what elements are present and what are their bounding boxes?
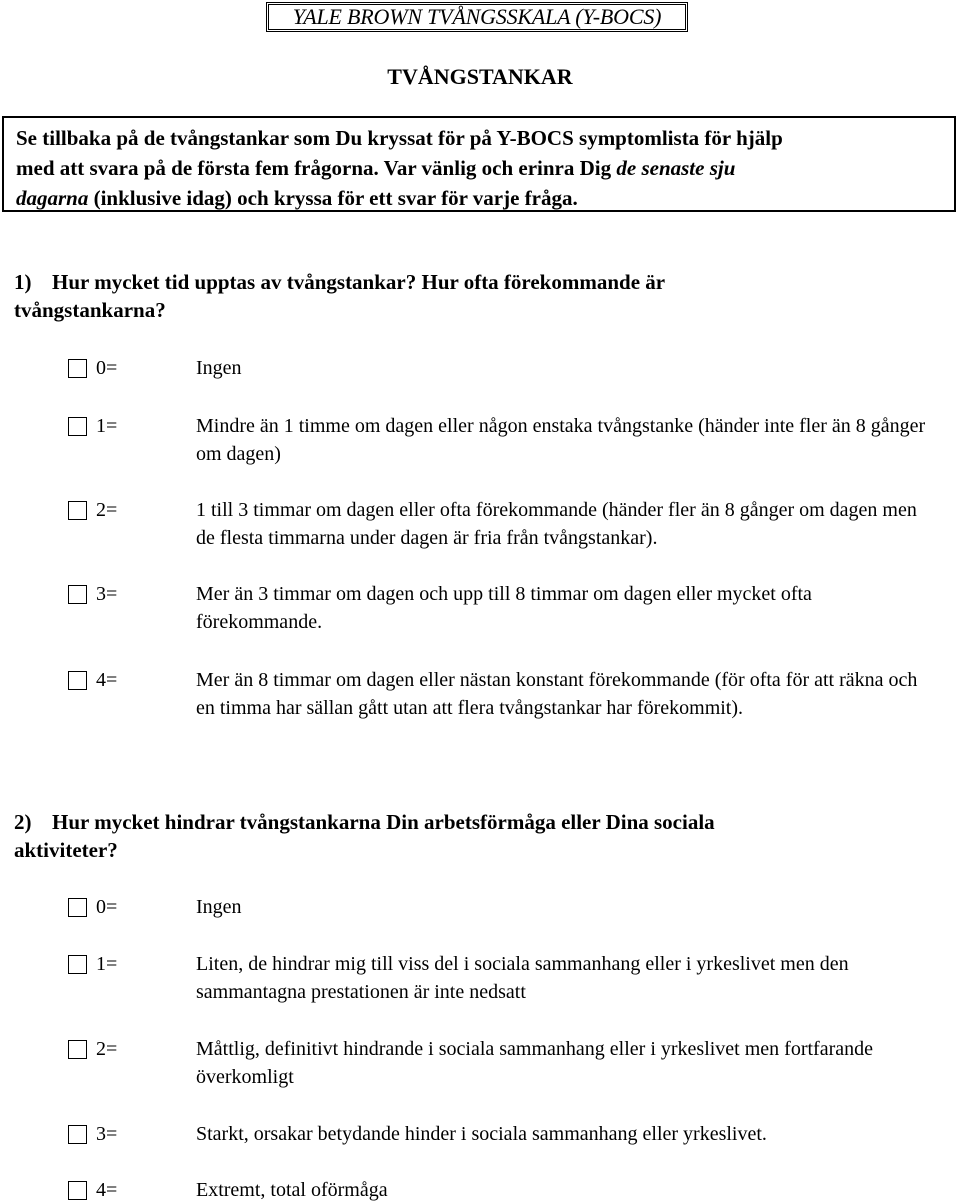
q1-option-1-text: Mindre än 1 timme om dagen eller någon enstaka tvångstanke (händer inte fler än 8 gånger om dagen) xyxy=(196,415,926,465)
form-title-text: YALE BROWN TVÅNGSSKALA (Y-BOCS) xyxy=(292,4,662,29)
question-1 xyxy=(14,268,944,324)
q2-option-4-text: Extremt, total oförmåga xyxy=(196,1179,388,1201)
instructions-line-2 xyxy=(16,153,942,183)
q2-option-0-checkbox[interactable] xyxy=(68,898,87,917)
question-2-text-b: aktiviteter? xyxy=(14,838,118,862)
q1-option-3-text: Mer än 3 timmar om dagen och upp till 8 timmar om dagen eller mycket ofta förekommande. xyxy=(196,583,812,633)
q1-option-0-code: 0= xyxy=(96,357,118,379)
q2-option-1-code: 1= xyxy=(96,953,118,975)
q2-option-1-text: Liten, de hindrar mig till viss del i sociala sammanhang eller i yrkeslivet men den sammantagna prestationen är inte nedsatt xyxy=(196,953,849,1003)
q2-option-3-code: 3= xyxy=(96,1123,118,1145)
q1-option-0-checkbox[interactable] xyxy=(68,359,87,378)
question-2 xyxy=(14,808,944,864)
question-2-text-a: Hur mycket hindrar tvångstankarna Din arbetsförmåga eller Dina sociala xyxy=(52,810,715,834)
question-2-number: 2) xyxy=(14,810,32,834)
question-1-text-a: Hur mycket tid upptas av tvångstankar? Hur ofta förekommande är xyxy=(52,270,666,294)
q2-option-2-code: 2= xyxy=(96,1038,118,1060)
q2-option-1-checkbox[interactable] xyxy=(68,955,87,974)
q2-option-2-text: Måttlig, definitivt hindrande i sociala sammanhang eller i yrkeslivet men fortfarande överkomligt xyxy=(196,1038,874,1088)
q1-option-4-code: 4= xyxy=(96,669,118,691)
instructions-line-2-emphasis: de senaste sju xyxy=(616,156,736,180)
instructions-line-1: Se tillbaka på de tvångstankar som Du kryssat för på Y-BOCS symptomlista för hjälp xyxy=(16,126,783,150)
q1-option-4-text: Mer än 8 timmar om dagen eller nästan konstant förekommande (för ofta för att räkna och en timma har sällan gått utan att flera tvångstankar har förekommit). xyxy=(196,669,918,719)
q2-option-4-checkbox[interactable] xyxy=(68,1181,87,1200)
q1-option-3-code: 3= xyxy=(96,583,118,605)
q1-option-0-text: Ingen xyxy=(196,357,242,379)
section-heading: TVÅNGSTANKAR xyxy=(387,64,573,89)
q1-option-4-checkbox[interactable] xyxy=(68,671,87,690)
form-title xyxy=(266,2,688,32)
q1-option-2-text: 1 till 3 timmar om dagen eller ofta förekommande (händer fler än 8 gånger om dagen men de flesta timmarna under dagen är fria från tvångstankar). xyxy=(196,499,917,549)
q1-option-3-checkbox[interactable] xyxy=(68,585,87,604)
question-1-number: 1) xyxy=(14,270,32,294)
instructions-line-3-emphasis: dagarna xyxy=(16,186,89,210)
q2-option-0-code: 0= xyxy=(96,896,118,918)
q2-option-2-checkbox[interactable] xyxy=(68,1040,87,1059)
instructions-line-3-plain: (inklusive idag) och kryssa för ett svar för varje fråga. xyxy=(88,186,578,210)
q1-option-2-checkbox[interactable] xyxy=(68,501,87,520)
q2-option-0-text: Ingen xyxy=(196,896,242,918)
instructions-box xyxy=(2,116,956,212)
q1-option-2-code: 2= xyxy=(96,499,118,521)
instructions-line-3 xyxy=(16,183,942,213)
q1-option-1-checkbox[interactable] xyxy=(68,417,87,436)
q2-option-4-code: 4= xyxy=(96,1179,118,1201)
instructions-line-2-plain: med att svara på de första fem frågorna. Var vänlig och erinra Dig xyxy=(16,156,617,180)
q2-option-3-checkbox[interactable] xyxy=(68,1125,87,1144)
q2-option-3-text: Starkt, orsakar betydande hinder i sociala sammanhang eller yrkeslivet. xyxy=(196,1123,767,1145)
question-1-text-b: tvångstankarna? xyxy=(14,298,166,322)
q1-option-1-code: 1= xyxy=(96,415,118,437)
